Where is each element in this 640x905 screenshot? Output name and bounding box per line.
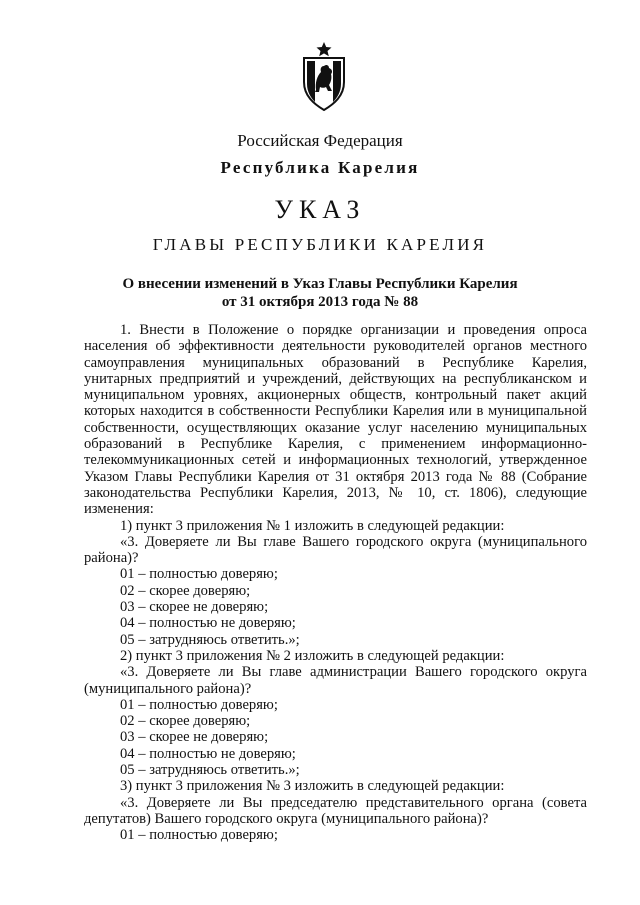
- item-2-option-4: 04 – полностью не доверяю;: [120, 745, 296, 762]
- republic-name: Республика Карелия: [220, 158, 420, 177]
- karelia-coat-of-arms-icon: [298, 40, 350, 112]
- item-3-option-1: 01 – полностью доверяю;: [120, 827, 278, 844]
- item-2-question: «3. Доверяете ли Вы главе администрации Вашего городского округа (муниципального района)?: [84, 664, 587, 697]
- document-subject: [0, 275, 640, 311]
- item-2-option-1: 01 – полностью доверяю;: [120, 696, 278, 713]
- item-1-question: «3. Доверяете ли Вы главе Вашего городского округа (муниципального района)?: [84, 533, 587, 567]
- document-type: УКАЗ: [274, 195, 366, 224]
- country-name: Российская Федерация: [237, 131, 403, 150]
- item-1-option-2: 02 – скорее доверяю;: [120, 582, 251, 599]
- subject-line-2: от 31 октября 2013 года № 88: [221, 294, 419, 310]
- item-1-option-5: 05 – затрудняюсь ответить.»;: [120, 631, 300, 648]
- item-1-option-4: 04 – полностью не доверяю;: [120, 615, 296, 632]
- paragraph-1: 1. Внести в Положение о порядке организации и проведения опроса населения об эффективности деятельности руководителей органов местного самоуправления муниципальных образований в Республике Карелия, унитарных предприятий и учреждений, действующих на республиканском и муниципальном уровнях, акционерных обществ, контрольный пакет акций которых находится в собственности Республики Карелия или в муниципальной собственности, осуществляющих оказание услуг населению муниципальных образований в Республике Карелия, с применением информационно-телекоммуникационных сетей и информационных технологий, утвержденное Указом Главы Республики Карелия от 31 октября 2013 года № 88 (Собрание законодательства Республики Карелия, 2013, № 10, ст. 1806), следующие изменения:: [84, 322, 587, 518]
- document-body: [84, 322, 587, 844]
- item-2-option-3: 03 – скорее не доверяю;: [120, 729, 269, 746]
- item-1-option-3: 03 – скорее не доверяю;: [120, 599, 269, 616]
- subject-line-1: О внесении изменений в Указ Главы Республики Карелия: [122, 276, 518, 292]
- item-1-heading: 1) пункт 3 приложения № 1 изложить в следующей редакции:: [120, 517, 505, 534]
- item-3-heading: 3) пункт 3 приложения № 3 изложить в следующей редакции:: [120, 778, 505, 795]
- item-2-option-2: 02 – скорее доверяю;: [120, 713, 251, 730]
- item-2-option-5: 05 – затрудняюсь ответить.»;: [120, 762, 300, 779]
- issuer-title: ГЛАВЫ РЕСПУБЛИКИ КАРЕЛИЯ: [152, 235, 488, 254]
- item-1-option-1: 01 – полностью доверяю;: [120, 566, 278, 583]
- item-2-heading: 2) пункт 3 приложения № 2 изложить в следующей редакции:: [120, 647, 505, 664]
- item-3-question: «3. Доверяете ли Вы председателю представительного органа (совета депутатов) Вашего городского округа (муниципального района)?: [84, 794, 587, 827]
